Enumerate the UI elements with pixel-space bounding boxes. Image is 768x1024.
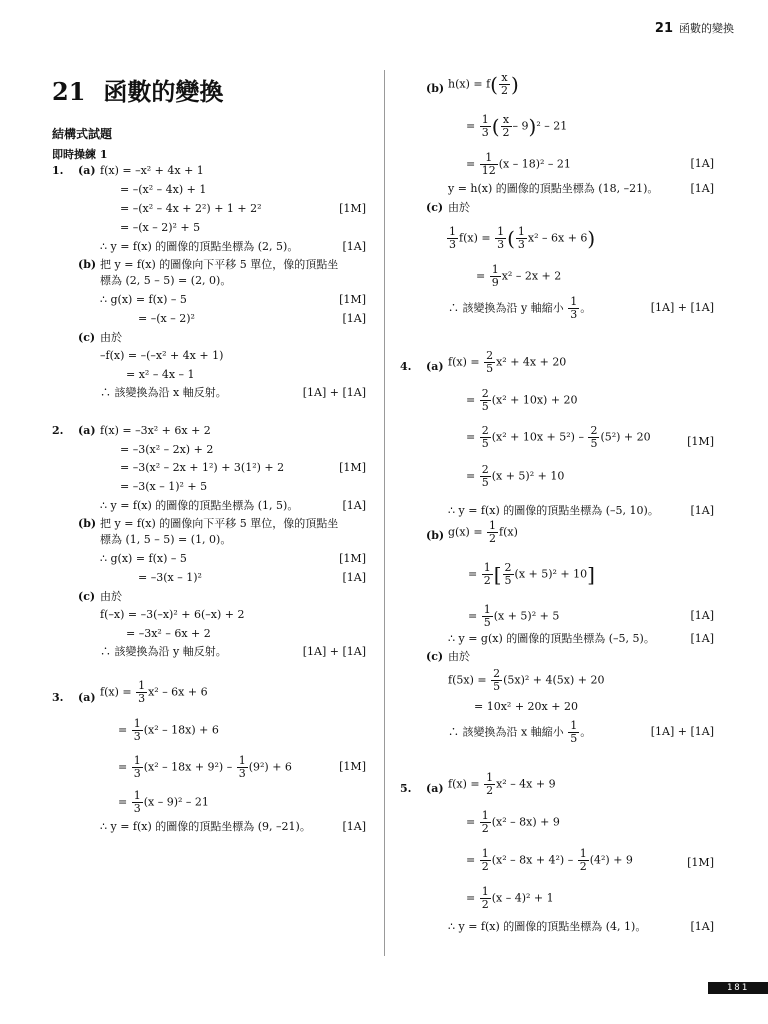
part-label: (a) [78,424,96,437]
paren: ( [507,226,515,251]
expr-text: = [466,119,479,133]
numerator: 2 [481,463,489,476]
running-chapter-title: 函數的變換 [679,22,734,35]
fraction [499,72,510,97]
fraction [578,848,589,873]
solution-line [466,464,564,489]
fraction [484,772,495,797]
expr-text: f(x) [499,525,518,539]
solution-line: 由於 [100,331,122,344]
solution-line: ∴ 該變換為沿 y 軸反射。 [100,645,227,658]
chapter-number: 21 [52,77,86,106]
question-number: 4. [400,360,412,373]
denominator: 3 [138,692,146,705]
expr-text: (x² – 18x + 9²) – [143,760,236,774]
part-label: (b) [78,258,97,271]
expr-text: ∴ 該變換為沿 y 軸縮小 [448,301,568,315]
part-label: (a) [426,360,444,373]
denominator: 2 [481,898,489,911]
expr-text: = [118,795,131,809]
fraction [487,520,498,545]
numerator: 2 [481,387,489,400]
expr-text: (x – 18)² – 21 [498,157,571,171]
solution-line [118,718,219,743]
part-label: (b) [426,529,445,542]
expr-text: x² + 4x + 20 [496,355,567,369]
solution-line [466,886,554,911]
chapter-title [52,72,223,107]
fraction [482,604,493,629]
expr-text: = [466,469,479,483]
fraction [495,226,506,251]
expr-text: x² – 6x + 6 [148,685,208,699]
numerator: 1 [133,789,141,802]
mark: [1A] + [1A] [302,386,366,399]
expr-text: = [468,609,481,623]
expr-text: x² – 6x + 6 [527,231,588,245]
fraction [482,562,493,587]
paren: ( [491,114,500,139]
solution-line: = –3(x² – 2x) + 2 [120,443,214,456]
expr-text: f(5x) = [448,673,491,687]
denominator: 3 [133,730,141,743]
solution-line: 標為 (2, 5 – 5) = (2, 0)。 [100,274,232,287]
mark: [1A] + [1A] [650,301,714,314]
solution-line [476,264,561,289]
expr-text: (x + 5)² + 10 [514,567,588,581]
part-label: (b) [426,82,445,95]
numerator: 1 [238,754,246,767]
expr-text: (4²) + 9 [589,853,633,867]
numerator: 1 [489,519,497,532]
expr-text: h(x) = f [448,77,491,91]
numerator: 2 [493,667,501,680]
paren: ) [587,226,596,251]
denominator: 5 [483,616,491,629]
solution-line: ∴ y = g(x) 的圖像的頂點坐標為 (–5, 5)。 [448,632,655,645]
fraction [490,264,501,289]
solution-line: = –3(x – 1)² + 5 [120,480,208,493]
denominator: 5 [493,680,501,693]
mark: [1M] [339,760,366,773]
bracket: ] [587,562,595,587]
part-label: (a) [78,691,96,704]
solution-line: ∴ g(x) = f(x) – 5 [100,293,187,306]
denominator: 3 [449,238,456,251]
solution-line [468,604,559,629]
expr-text: x² – 2x + 2 [501,269,562,283]
fraction [132,755,143,780]
mark: [1A] [342,312,366,325]
expr-text: x² – 4x + 9 [496,777,556,791]
expr-text: (x + 5)² + 5 [493,609,560,623]
part-label: (b) [78,517,97,530]
fraction [237,755,248,780]
question-number: 3. [52,691,64,704]
fraction [503,562,514,587]
expr-text: f(x) = [448,777,484,791]
part-label: (c) [78,590,96,603]
fraction [132,790,143,815]
expr-text: = [466,430,479,444]
denominator: 9 [491,276,499,289]
solution-line: f(–x) = –3(–x)² + 6(–x) + 2 [100,608,245,621]
question-number: 2. [52,424,64,437]
mark: [1M] [339,202,366,215]
mark: [1A] [690,632,714,645]
numerator: x [501,114,512,127]
solution-line [448,720,591,745]
solution-line: 標為 (1, 5 – 5) = (1, 0)。 [100,533,232,546]
solution-line: y = h(x) 的圖像的頂點坐標為 (18, –21)。 [448,182,659,195]
fraction [480,464,491,489]
paren: ) [510,72,519,97]
subsection-heading: 即時操練 1 [52,148,108,161]
denominator: 12 [481,164,496,177]
paren: ( [490,72,498,97]
running-header [655,20,734,36]
expr-text: (x – 4)² + 1 [491,891,554,905]
solution-line [446,226,595,251]
mark: [1A] [690,920,714,933]
fraction [132,718,143,743]
numerator: 1 [486,771,494,784]
expr-text: (x² – 8x + 4²) – [491,853,577,867]
numerator: 1 [491,263,499,276]
solution-line [448,72,519,97]
solution-line [466,388,578,413]
expr-text: f(x) = [459,231,495,245]
numerator: 1 [480,152,498,165]
part-label: (c) [426,650,444,663]
solution-line [448,520,518,545]
solution-line: ∴ y = f(x) 的圖像的頂點坐標為 (9, –21)。 [100,820,311,833]
fraction [491,668,502,693]
part-label: (c) [78,331,96,344]
solution-line: 由於 [448,201,470,214]
solution-line [468,562,595,587]
solution-line: f(x) = –x² + 4x + 1 [100,164,204,177]
mark: [1A] [342,240,366,253]
denominator: 3 [133,767,141,780]
numerator: 2 [481,424,489,437]
solution-line: ∴ y = f(x) 的圖像的頂點坐標為 (2, 5)。 [100,240,299,253]
solution-line: = –3(x² – 2x + 1²) + 3(1²) + 2 [120,461,285,474]
solution-line [448,296,591,321]
solution-line: = –3(x – 1)² [138,571,202,584]
expr-text: = [468,567,481,581]
denominator: 5 [486,362,494,375]
denominator: 2 [486,784,494,797]
fraction [588,425,599,450]
denominator: 5 [504,574,512,587]
fraction [480,152,498,177]
numerator: 1 [579,847,587,860]
expr-text: = [466,157,479,171]
denominator: 2 [500,84,508,97]
mark: [1M] [687,856,714,869]
expr-text: (x² + 10x) + 20 [491,393,578,407]
solution-line [448,350,566,375]
expr-text: g(x) = [448,525,487,539]
solution-line [466,114,567,139]
solution-line [448,772,556,797]
expr-text: ² – 21 [536,119,568,133]
denominator: 2 [579,860,587,873]
expr-text: 。 [580,301,592,315]
solution-line: –f(x) = –(–x² + 4x + 1) [100,349,224,362]
fraction [480,114,491,139]
expr-text: = [466,891,479,905]
numerator: 1 [133,754,141,767]
expr-text: = [466,393,479,407]
mark: [1A] [690,609,714,622]
expr-text: f(x) = [100,685,136,699]
numerator: 1 [570,295,578,308]
fraction [480,848,491,873]
denominator: 3 [497,238,505,251]
fraction [480,810,491,835]
solution-line: = –(x – 2)² + 5 [120,221,201,234]
numerator: 2 [590,424,598,437]
mark: [1A] [342,820,366,833]
fraction [480,388,491,413]
numerator: 1 [517,225,525,238]
denominator: 5 [481,400,489,413]
denominator: 3 [517,238,525,251]
running-chapter-number: 21 [654,21,673,36]
numerator: 1 [483,561,491,574]
solution-line: 由於 [448,650,470,663]
numerator: 1 [497,225,505,238]
question-number: 5. [400,782,412,795]
numerator: 1 [481,113,489,126]
expr-text: f(x) = [448,355,484,369]
fraction [484,350,495,375]
expr-text: = [118,723,131,737]
solution-line [118,755,292,780]
paren: ) [528,114,537,139]
expr-text: = [118,760,131,774]
part-label: (a) [426,782,444,795]
mark: [1M] [687,435,714,448]
expr-text: – 9 [512,119,529,133]
mark: [1M] [339,552,366,565]
solution-line: f(x) = –3x² + 6x + 2 [100,424,211,437]
solution-line [448,668,604,693]
expr-text: (x + 5)² + 10 [491,469,565,483]
fraction [568,296,579,321]
denominator: 5 [481,437,489,450]
expr-text: (5x)² + 4(5x) + 20 [503,673,605,687]
solution-line [118,790,209,815]
fraction [516,226,527,251]
expr-text: = [466,815,479,829]
expr-text: (x² – 8x) + 9 [491,815,560,829]
part-label: (a) [78,164,96,177]
fraction [136,680,147,705]
bracket: [ [493,562,502,587]
denominator: 3 [238,767,246,780]
mark: [1A] + [1A] [650,725,714,738]
fraction [480,886,491,911]
numerator: x [499,72,510,85]
fraction [480,425,491,450]
section-heading: 結構式試題 [52,127,113,141]
expr-text: (x² + 10x + 5²) – [491,430,588,444]
numerator: 1 [138,679,146,692]
fraction [568,720,579,745]
numerator: 1 [481,885,489,898]
question-number: 1. [52,164,64,177]
solution-line: = –(x² – 4x + 2²) + 1 + 2² [120,202,262,215]
expr-text: = [476,269,489,283]
part-label: (c) [426,201,444,214]
expr-text: (9²) + 6 [248,760,292,774]
solution-line: 把 y = f(x) 的圖像向下平移 5 單位，像的頂點坐 [100,258,339,271]
mark: [1M] [339,293,366,306]
numerator: 1 [570,719,578,732]
mark: [1A] [690,157,714,170]
denominator: 3 [570,308,578,321]
expr-text: (x – 9)² – 21 [143,795,209,809]
page-number: 181 [708,982,768,994]
numerator: 1 [133,717,141,730]
solution-line: = x² – 4x – 1 [126,368,195,381]
fraction [447,226,458,251]
denominator: 3 [481,126,489,139]
mark: [1A] [342,499,366,512]
solution-line [100,680,208,705]
denominator: 2 [489,532,497,545]
solution-line: ∴ y = f(x) 的圖像的頂點坐標為 (1, 5)。 [100,499,299,512]
solution-line: = –(x – 2)² [138,312,195,325]
mark: [1A] [342,571,366,584]
solution-line [466,152,571,177]
solution-line [466,848,633,873]
chapter-title-text: 函數的變換 [103,77,224,106]
expr-text: (x² – 18x) + 6 [143,723,219,737]
numerator: 1 [481,809,489,822]
solution-line: ∴ 該變換為沿 x 軸反射。 [100,386,227,399]
expr-text: = [466,853,479,867]
solution-line: = 10x² + 20x + 20 [474,700,578,713]
expr-text: 。 [580,725,592,739]
denominator: 2 [481,860,489,873]
solution-line: 由於 [100,590,122,603]
fraction [501,114,512,139]
expr-text: ∴ 該變換為沿 x 軸縮小 [448,725,568,739]
numerator: 2 [504,561,512,574]
numerator: 1 [481,847,489,860]
denominator: 5 [570,732,578,745]
solution-line [466,425,651,450]
mark: [1M] [339,461,366,474]
numerator: 1 [483,603,491,616]
denominator: 2 [483,574,491,587]
mark: [1A] [690,504,714,517]
denominator: 3 [133,802,141,815]
solution-line [466,810,560,835]
solution-line: = –(x² – 4x) + 1 [120,183,207,196]
denominator: 2 [502,126,510,139]
denominator: 2 [481,822,489,835]
solution-line: = –3x² – 6x + 2 [126,627,211,640]
solution-line: ∴ y = f(x) 的圖像的頂點坐標為 (4, 1)。 [448,920,647,933]
denominator: 5 [481,476,489,489]
solution-line: ∴ g(x) = f(x) – 5 [100,552,187,565]
denominator: 5 [590,437,598,450]
solution-line: 把 y = f(x) 的圖像向下平移 5 單位，像的頂點坐 [100,517,339,530]
mark: [1A] + [1A] [302,645,366,658]
expr-text: (5²) + 20 [600,430,651,444]
numerator: 2 [486,349,494,362]
mark: [1A] [690,182,714,195]
column-divider [384,70,385,956]
solution-line: ∴ y = f(x) 的圖像的頂點坐標為 (–5, 10)。 [448,504,659,517]
numerator: 1 [449,225,456,238]
